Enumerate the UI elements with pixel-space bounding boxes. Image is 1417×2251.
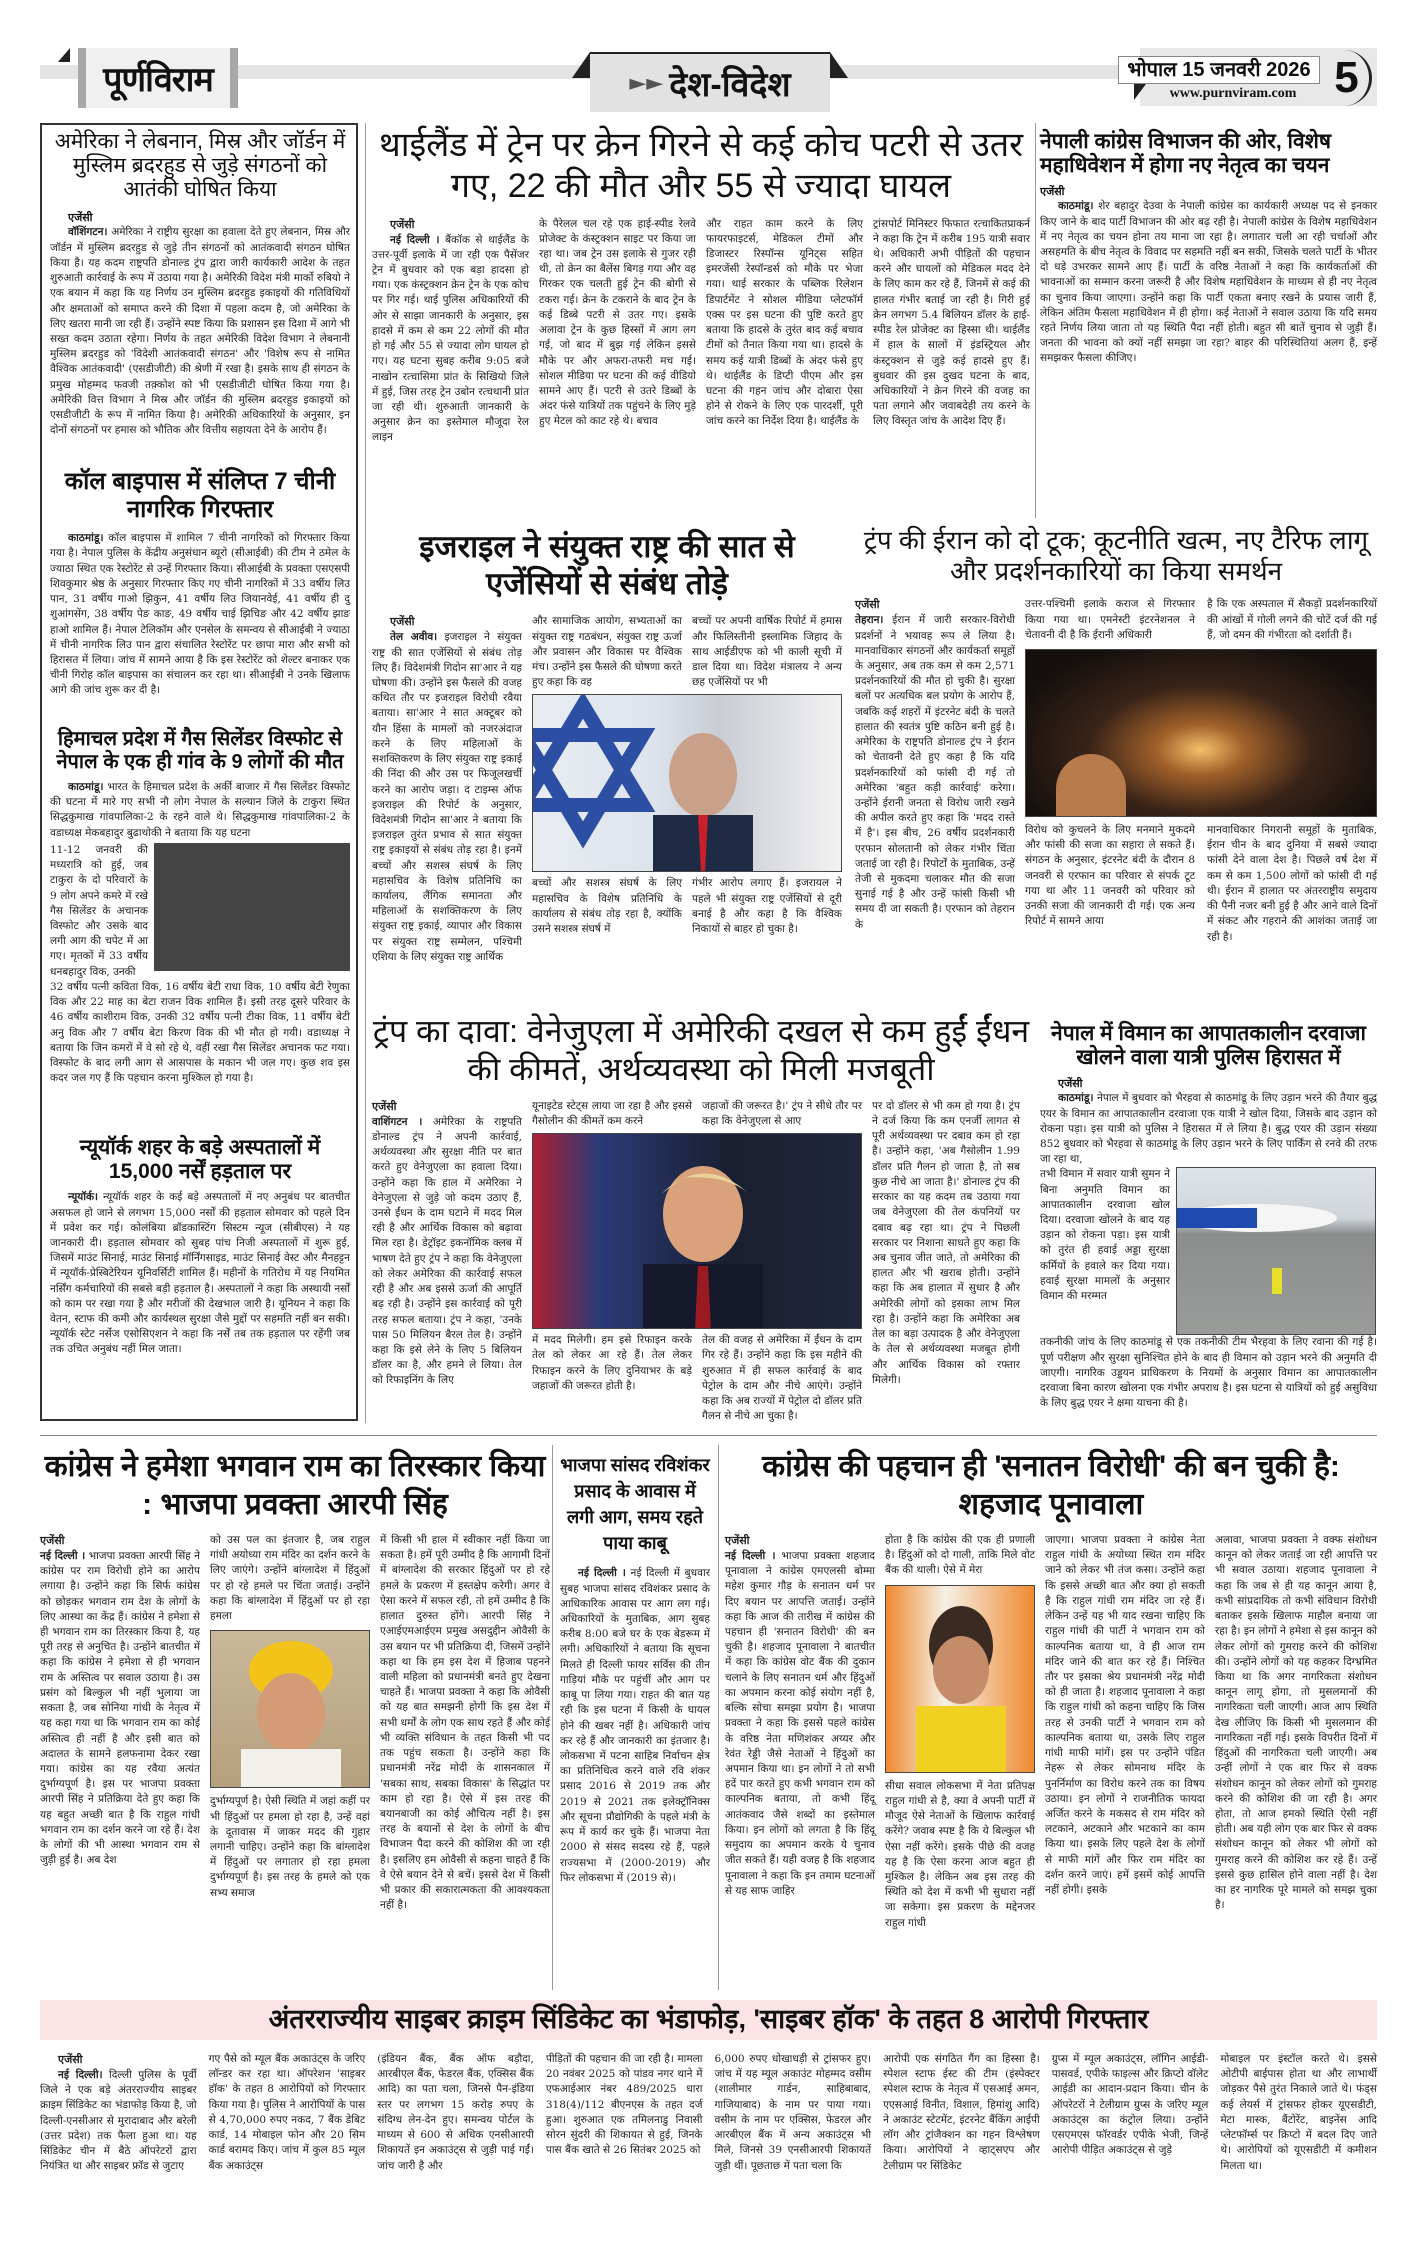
byline: एजेंसी (855, 598, 880, 612)
byline: एजेंसी (40, 1534, 65, 1547)
article-under-img-left: बच्चों और सशस्त्र संघर्ष के लिए महासचिव के विशेष प्रतिनिधि के कार्यालय से संबंध तोड़ रहा है, क्योंकि उसने सशस्त्र संघर्ष में (532, 877, 682, 936)
article-ravishankar-fire (560, 1452, 710, 1886)
section-tab (590, 52, 830, 112)
headline: ट्रंप की ईरान को दो टूक; कूटनीति खत्म, नए टैरिफ लागू और प्रदर्शनकारियों का किया समर्थन (863, 525, 1369, 587)
article-under-img-left: में मदद मिलेगी। हम इसे रिफाइन करके तेल को लेकर आ रहे हैं। तेल लेकर रिफाइन करने के लिए दुनियाभर के बड़े जहाजों की जरूरत होती है। (532, 1334, 692, 1392)
headline: ट्रंप का दावा: वेनेजुएला में अमेरिकी दखल से कम हुईं ईंधन की कीमतें, अर्थव्यवस्था को मिली मजबूती (372, 1013, 1030, 1088)
victims-photo-collage (154, 843, 350, 971)
article-under-img-right: गंभीर आरोप लगाए हैं। इजरायल ने पहले भी संयुक्त राष्ट्र एजेंसियों से दूरी बनाई है और कहा है कि वैश्विक निकायों से बाहर हो चुका है। (692, 877, 842, 936)
byline: एजेंसी (725, 1534, 750, 1547)
article-col-2: और सामाजिक आयोग, सभ्यताओं का संयुक्त राष्ट्र गठबंधन, संयुक्त राष्ट्र ऊर्जा और प्रवासन और विकास पर वैश्विक मंच। उन्होंने इस फैसले की घोषणा करते हुए कहा कि वह (532, 615, 682, 689)
section-tab-corner-left (572, 52, 590, 78)
article-col-6: आरोपी एक संगठित गैंग का हिस्सा है। स्पेशल स्टाफ ईस्ट की टीम (इंस्पेक्टर स्पेशल स्टाफ के नेतृत्व में एसआई अमन, एएसआई विनीत, विशाल, हिमांशु आदि) ने अकाउंट स्टेटमेंट, इंटरनेट बैंकिंग आईपी लॉग और ट्रांजैक्शन का गहन विश्लेषण किया। आरोपियों ने व्हाट्सएप और टेलीग्राम पर सिंडिकेट (883, 2053, 1040, 2172)
article-body-bottom: तकनीकी जांच के लिए काठमांडू से एक तकनीकी टीम भैरहवा के लिए रवाना की गई है। पूर्ण परीक्षण और सुरक्षा सुनिश्चित होने के बाद ही विमान को उड़ान भरने की अनुमति दी जाएगी। नागरिक उड्डयन प्राधिकरण के नियमों के अनुसार विमान का आपातकालीन दरवाजा बिना कारण खोलना एक गंभीर अपराध है। इस घटना से यात्रियों को हुई असुविधा के लिए बुद्ध एयर ने क्षमा याचना की है। (1040, 1336, 1377, 1410)
portrait-silhouette (211, 1631, 370, 1788)
dateline: नई दिल्ली । (725, 1549, 776, 1562)
headline: नेपाल में विमान का आपातकालीन दरवाजा खोलने वाला यात्री पुलिस हिरासत में (1051, 1022, 1366, 1070)
dateline: वाशिंगटन । (372, 1115, 423, 1128)
article-body: काठमांडू। नेपाल में बुधवार को भैरहवा से काठमांडू के लिए उड़ान भरने की तैयार बुद्ध एयर के विमान का आपातकालीन दरवाजा एक यात्री ने खोल दिया, जिसके बाद उड़ान को रोकना पड़ा। इस यात्री को पुलिस ने हिरासत में ले लिया है। बुद्ध एयर की उड़ान संख्या 852 बुधवार को भैरहवा से काठमांडू के लिए उड़ान भरने के लिए पार्किंग से रनवे की तरफ जा रहा था, (1040, 1092, 1377, 1166)
byline: एजेंसी (1040, 185, 1065, 199)
article-col-8: मोबाइल पर इंस्टॉल करते थे। इससे ओटीपी बाईपास होता था और लाभार्थी जोड़कर पैसे तुरंत निकाले जाते थे। फंड्स कई लेयर्स में ट्रांसफर होकर यूएसडीटी, मेटा मास्क, बैंटोरेंट, बाइनेंस आदि प्लेटफॉर्म्स पर क्रिप्टो में बदल दिए जाते थे। आरोपियों को यूएसडीटी में कमीशन मिलता था। (1220, 2053, 1377, 2172)
article-col-1: एजेंसी नई दिल्ली। दिल्ली पुलिस के पूर्वी जिले ने एक बड़े अंतरराज्यीय साइबर क्राइम सिंडिकेट का भंडाफोड़ किया है, जो दिल्ली-एनसीआर से मुरादाबाद और बरेली (उत्तर प्रदेश) तक फैला हुआ था। यह सिंडिकेट चीन में बैठे ऑपरेटरों द्वारा नियंत्रित था और साइबर फ्रॉड से जुटाए (40, 2053, 197, 2173)
article-body-side: 11-12 जनवरी की मध्यरात्रि को हुई, जब टाकुरा के दो परिवारों के 9 लोग अपने कमरे में रखे गैस सिलेंडर के अचानक विस्फोट और उसके बाद लगी आग की चपेट में आ गए। मृतकों में 33 वर्षीय धनबहादुर विक, उनकी (50, 843, 148, 978)
article-col-7: ग्रुप्स में म्यूल अकाउंट्स, लॉगिन आईडी-पासवर्ड, एपीके फाइल्स और क्रिप्टो वॉलेट आईडी का आदान-प्रदान किया। चीन के ऑपरेटरों ने टेलीग्राम ग्रुप्स के जरिए म्यूल अकाउंट्स का कंट्रोल लिया। उन्होंने एसएमएस फॉरवर्डर एपीके भेजी, जिन्हें आरोपी पीड़ित अकाउंट्स से जुड़े (1051, 2053, 1209, 2157)
headline: न्यूयॉर्क शहर के बड़े अस्पतालों में 15,000 नर्सें हड़ताल पर (79, 1136, 321, 1184)
star-of-david-icon (533, 695, 842, 872)
headline: थाईलैंड में ट्रेन पर क्रेन गिरने से कई कोच पटरी से उतर गए, 22 की मौत और 55 से ज्यादा घायल (379, 126, 1023, 205)
section-title: देश-विदेश (669, 66, 791, 104)
headline: कॉल बाइपास में संलिप्त 7 चीनी नागरिक गिरफ्तार (64, 468, 336, 523)
article-body: काठमांडू। कॉल बाइपास में शामिल 7 चीनी नागरिकों को गिरफ्तार किया गया है। नेपाल पुलिस के केंद्रीय अनुसंधान ब्यूरो (सीआईबी) की टीम ने ठमेल के ज्याठा स्थित एक रेस्टोरेंट से उन्हें गिरफ्तार किया। सीआईबी के प्रवक्ता एसएसपी शिवकुमार श्रेष्ठ के अनुसार गिरफ्तार किए गए चीनी नागरिकों में 33 वर्षीय लिउ पान, 31 वर्षीय गाओ झिकुन, 41 वर्षीय लिउ जियानवेई, 41 वर्षीय ही दु शुआंगसेंग, 38 वर्षीय पेङ काङ, 49 वर्षीय चाई झिचिङ और 42 वर्षीय झाङ हाओ शामिल हैं। नेपाल टेलिकॉम और एनसेल के समन्वय से सीआईबी ने ज्याठा में चीनी नागरिक लिउ पान द्वारा संचालित रेस्टोरेंट पर छापा मारा और सभी को हिरासत में लिया। जांच में सामने आया है कि इस रेस्टोरेंट को शेल्टर बनाकर एक चीनी गिरोह कॉल बाइपास का संचालन कर रहा था। सीआईबी ने उनके खिलाफ आगे की जांच शुरू कर दी है। (50, 532, 350, 697)
trump-silhouette (533, 1134, 862, 1329)
headline: अमेरिका ने लेबनान, मिस्र और जॉर्डन में मुस्लिम ब्रदरहुड से जुड़े संगठनों को आतंकी घोषित किया (54, 130, 346, 202)
headline: अंतरराज्यीय साइबर क्राइम सिंडिकेट का भंडाफोड़, 'साइबर हॉक' के तहत 8 आरोपी गिरफ्तार (268, 2004, 1149, 2035)
inset-portrait (1056, 754, 1126, 816)
article-col-4: पर दो डॉलर से भी कम हो गया है। ट्रंप ने दर्ज किया कि कम एनर्जी लागत से पूरी अर्थव्यवस्था पर दबाव कम हो रहा है। उन्होंने कहा, 'अब गैसोलीन 1.99 डॉलर प्रति गैलन हो जाता है, तो सब कुछ नीचे आ जाता है।' डोनाल्ड ट्रंप की सरकार का यह कदम तब उठाया गया जब वेनेजुएला की तेल कंपनियों पर दबाव बढ़ रहा था। ट्रंप ने पिछली सरकार पर निशाना साधते हुए कहा कि अब चुनाव जीत जाते, तो अमेरिका की हालत और भी खराब होती। उन्होंने कहा कि अब हालात में सुधार है और अमेरिकी लोगों को इसका लाभ मिल रहा है। उन्होंने कहा कि अमेरिका अब तेल का बड़ा उत्पादक है और वेनेजुएला के तेल से अर्थव्यवस्था मजबूत होगी और आर्थिक विकास को रफ्तार मिलेगी। (872, 1099, 1020, 1386)
dateline: तेहरान। (855, 614, 884, 627)
article-col-4: ट्रांसपोर्ट मिनिस्टर फिफात रत्चाकितप्राकर्न ने कहा कि ट्रेन में करीब 195 यात्री सवार थे। अधिकारी अभी पीड़ितों की पहचान करने और घायलों को मेडिकल मदद देने के लिए काम कर रहे हैं, जिनमें से कई की हालत गंभीर बताई जा रही है। गिरी हुई क्रेन लगभग 5.4 बिलियन डॉलर के हाई-स्पीड रेल प्रोजेक्ट का हिस्सा थी। थाईलैंड में हाल के सालों में इंडस्ट्रियल और कंस्ट्रक्शन से जुड़े कई हादसे हुए हैं। बुधवार की इस दुखद घटना के बाद, अधिकारियों ने क्रेन गिरने की वजह का पता लगाने और जवाबदेही तय करने के लिए विस्तृत जांच के आदेश दिए हैं। (873, 217, 1030, 428)
article-col-1: एजेंसी वाशिंगटन । अमेरिका के राष्ट्रपति डोनाल्ड ट्रंप ने अपनी कार्रवाई, अर्थव्यवस्था और सुरक्षा नीति पर बात करते हुए वेनेजुएला का हवाला दिया। उन्होंने कहा कि हाल में अमेरिका ने वेनेजुएला से जुड़े जो कदम उठाए हैं, उनसे ईंधन के दाम घटाने में मदद मिल रही है और आर्थिक विकास को बढ़ावा मिल रहा है। डेट्रॉइट इकनॉमिक क्लब में भाषण देते हुए ट्रंप ने कहा कि वेनेजुएला को लेकर अमेरिका की कार्रवाई सफल रही है और अब इससे ऊर्जा की आपूर्ति बढ़ रही है। उन्होंने इस कार्रवाई को पूरी तरह सफल बताया। ट्रंप ने कहा, 'उनके पास 50 मिलियन बैरल तेल है। उन्होंने कहा कि इसे लेने के लिए 5 बिलियन डॉलर का है, और हमने ले लिया। तेल को रिफाइनिंग के लिए (372, 1099, 522, 1387)
byline: एजेंसी (68, 211, 93, 225)
byline: एजेंसी (372, 1099, 397, 1113)
article-col-2: के पैरेलल चल रहे एक हाई-स्पीड रेलवे प्रोजेक्ट के कंस्ट्रक्शन साइट पर किया जा रहा था। जब ट्रेन उस इलाके से गुजर रही थी, तो क्रेन का बैलेंस बिगड़ गया और वह गिरकर एक चलती हुई ट्रेन की बोगी से टकरा गई। क्रेन के टकराने के बाद ट्रेन के कई डिब्बे पटरी से उतर गए। इसके अलावा ट्रेन के कुछ हिस्सों में आग लग गई, जो बाद में बुझ गई लेकिन इससे मौके पर और अफरा-तफरी मच गई। सोशल मीडिया पर घटना की कई वीडियो सामने आए हैं। पटरी से उतरे डिब्बों के अंदर फंसे यात्रियों तक पहुंचने के लिए मुड़े हुए मेटल को काट रहे थे। बचाव (539, 217, 696, 428)
airplane-icon (1177, 1168, 1376, 1335)
nepal-plane-photo (1176, 1167, 1376, 1335)
column-divider (365, 123, 366, 1423)
byline: एजेंसी (58, 2053, 83, 2066)
headline: कांग्रेस की पहचान ही 'सनातन विरोधी' की बन चुकी है: शहजाद पूनावाला (762, 1450, 1340, 1521)
headline: इजराइल ने संयुक्त राष्ट्र की सात से एजेंसियों से संबंध तोड़े (419, 529, 795, 602)
portrait-silhouette (886, 1586, 1035, 1773)
article-col-3: जहाजों की जरूरत है।' ट्रंप ने सीधे तौर पर कहा कि वेनेजुएला से आए (702, 1099, 862, 1127)
section-divider (40, 1435, 1377, 1436)
article-col-2-bottom: विरोध को कुचलने के लिए मनमाने मुकदमे और फांसी की सजा का सहारा ले सकते हैं। संगठन के अनुसार, इंटरनेट बंदी के दौरान 8 जनवरी से एरफान का परिवार से संपर्क टूट गया था और 11 जनवरी को परिवार को उनकी सजा की जानकारी दी गई। एक अन्य रिपोर्ट में सामने आया (1025, 824, 1195, 928)
article-cyber-hawk-header (40, 2000, 1377, 2040)
rp-singh-photo (210, 1630, 370, 1788)
article-trump-venezuela (372, 1012, 1030, 1425)
website-link[interactable]: www.purnviram.com (1169, 86, 1297, 101)
headline: हिमाचल प्रदेश में गैस सिलेंडर विस्फोट से नेपाल के एक ही गांव के 9 लोगों की मौत (56, 728, 344, 773)
article-col-2-top: उत्तर-पश्चिमी इलाके कराज से गिरफ्तार किया गया था। एमनेस्टी इंटरनेशनल ने चेतावनी दी है कि ईरानी अधिकारी (1025, 598, 1195, 641)
dateline: काठमांडू। (1058, 200, 1094, 213)
article-body: काठमांडू। भारत के हिमाचल प्रदेश के अर्की बाजार में गैस सिलेंडर विस्फोट की घटना में मारे गए सभी नौ लोग नेपाल के सल्यान जिले के टाकुरा स्थित सिद्धकुमाख गांवपालिका-2 के रहने वाले थे। सिद्धकुमाख गांवपालिका-2 के वडाध्यक्ष मेकबहादुर बुढाथोकी ने बताया कि यह घटना (50, 781, 350, 839)
iran-protest-photo (1025, 649, 1377, 817)
dateline: काठमांडू। (68, 781, 104, 793)
article-col-3: और राहत काम करने के लिए फायरफाइटर्स, मेडिकल टीमों और डिजास्टर रिस्पॉन्स यूनिट्स सहित इमरजेंसी रेस्पॉन्डर्स को मौके पर भेजा गया। थाई सरकार के पब्लिक रिलेशन डिपार्टमेंट ने सोशल मीडिया प्लेटफॉर्म एक्स पर इस घटना की पुष्टि करते हुए बताया कि हादसे के तुरंत बाद कई बचाव टीमों को तैनात किया गया था। हादसे के समय कई यात्री डिब्बों के अंदर फंसे हुए थे। थाईलैंड के डिप्टी पीएम और इस घटना की गहन जांच और दोबारा ऐसा होने से रोकने के लिए एक पारदर्शी, पूरी जांच करने का निर्देश दिया है। थाईलैंड के (706, 217, 863, 428)
dateline: नई दिल्ली । (40, 1549, 86, 1562)
byline: एजेंसी (390, 217, 415, 231)
article-col-2: गए पैसे को म्यूल बैंक अकाउंट्स के जरिए लॉन्डर कर रहा था। ऑपरेशन 'साइबर हॉक' के तहत 8 आरोपियों को गिरफ्तार किया गया है। पुलिस ने आरोपियों के पास से 4,70,000 रुपए नकद, 7 बैंक डेबिट कार्ड, 14 मोबाइल फोन और 20 सिम कार्ड बरामद किए। जांच में कुल 85 म्यूल बैंक अकाउंट्स (208, 2053, 366, 2172)
column-divider (1035, 123, 1036, 518)
article-col-4: पीड़ितों की पहचान की जा रही है। मामला 20 नवंबर 2025 को पांडव नगर थाने में एफआईआर नंबर 489/2025 धारा 318(4)/112 बीएनएस के तहत दर्ज हुआ। शुरुआत एक तमिलनाडु निवासी सोरन सुंदरी की शिकायत से हुई, जिनके पास बैंक खाते से 26 सितंबर 2025 को (545, 2053, 703, 2157)
byline: एजेंसी (390, 615, 415, 629)
byline: एजेंसी (1058, 1077, 1083, 1091)
article-col-3: बच्चों पर अपनी वार्षिक रिपोर्ट में हमास और फिलिस्तीनी इस्लामिक जिहाद के साथ आईडीएफ को भी काली सूची में डाल दिया था। विदेश मंत्रालय ने अन्य छह एजेंसियों पर भी (692, 615, 842, 689)
article-under-img-right: तेल की वजह से अमेरिका में ईंधन के दाम गिर रहे हैं। उन्होंने कहा कि इस महीने की शुरुआत में ही सफल कार्रवाई के बाद पेट्रोल के दाम और नीचे आएंगे। उन्होंने कहा कि अब राज्यों में पेट्रोल दो डॉलर प्रति गैलन से नीचे आ चुका है। (702, 1334, 862, 1423)
article-body: वॉशिंगटन। अमेरिका ने राष्ट्रीय सुरक्षा का हवाला देते हुए लेबनान, मिस्र और जॉर्डन में मुस्लिम ब्रदरहुड से जुड़े तीन संगठनों को आतंकवादी संगठन घोषित किया है। यह कदम राष्ट्रपति डोनाल्ड ट्रंप द्वारा जारी कार्यकारी आदेश के तहत शुरुआती कार्रवाई के रूप में उठाया गया है। अमेरिकी विदेश मंत्री मार्को रुबियो ने एक बयान में कहा कि यह निर्णय उन मुस्लिम ब्रदरहुड इकाइयों की गतिविधियों और क्षमताओं को समाप्त करने की दिशा में पहला कदम है, जो अमेरिका के लिए खतरा मानी जा रही हैं। उन्होंने स्पष्ट किया कि प्रशासन इस दिशा में आगे भी सख्त कदम उठाता रहेगा। निर्णय के तहत अमेरिकी विदेश विभाग ने लेबनानी मुस्लिम ब्रदरहुड को 'विदेशी आतंकवादी संगठन' और 'विशेष रूप से नामित वैश्विक आतंकवादी' (एसडीजीटी) की श्रेणी में रखा है। इसके साथ ही संगठन के प्रमुख मोहम्मद फवजी तक़्कोश को भी एसडीजीटी घोषित किया गया है। अमेरिकी वित्त विभाग ने मिस्र और जॉर्डन की मुस्लिम ब्रदरहुड इकाइयों को एसडीजीटी के रूप में नामित किया है। अमेरिकी अधिकारियों के अनुसार, इन दोनों संगठनों पर हमास को भौतिक और वित्तीय सहायता देने के आरोप हैं। (50, 226, 350, 437)
article-body: नई दिल्ली । नई दिल्ली में बुधवार सुबह भाजपा सांसद रविशंकर प्रसाद के आधिकारिक आवास पर आग लग गई। अधिकारियों के मुताबिक, आग सुबह करीब 8:00 बजे घर के एक बेडरूम में लगी। अधिकारियों ने बताया कि सूचना मिलते ही दिल्ली फायर सर्विस की तीन गाड़ियां मौके पर पहुंचीं और आग पर काबू पा लिया गया। राहत की बात यह रही कि इस घटना में किसी के घायल होने की खबर नहीं है। अधिकारी जांच कर रहे हैं और जानकारी का इंतजार है। लोकसभा में पटना साहिब निर्वाचन क्षेत्र का प्रतिनिधित्व करने वाले रवि शंकर प्रसाद 2016 से 2019 तक और 2019 से 2021 तक इलेक्ट्रॉनिक्स और सूचना प्रौद्योगिकी के पहले मंत्री के रूप में कार्य कर चुके हैं। भाजपा नेता 2000 से संसद सदस्य रहे हैं, पहले राज्यसभा में (2000-2019) और फिर लोकसभा में (2019 से)। (560, 1567, 710, 1884)
article-col-3: में किसी भी हाल में स्वीकार नहीं किया जा सकता है। हमें पूरी उम्मीद है कि आगामी दिनों में बांग्लादेश की सरकार हिंदुओं पर हो रहे हमले के प्रकरण में हस्तक्षेप करेगी। अगर वे ऐसा करने में सफल रही, तो हमें उम्मीद है कि हालात दुरुस्त होंगे। आरपी सिंह ने एआईएमआईएम प्रमुख असदुद्दीन ओवैसी के उस बयान पर भी प्रतिक्रिया दी, जिसमें उन्होंने कहा था कि हम इस देश में हिजाब पहनने वाली महिला को प्रधानमंत्री बनते हुए देखना चाहते हैं। भाजपा प्रवक्ता ने कहा कि ओवैसी को यह बात समझनी होगी कि इस देश में सभी धर्मों के लोग एक साथ रहते हैं और कोई भी व्यक्ति संविधान के तहत किसी भी पद तक पहुंच सकता है। उन्होंने कहा कि प्रधानमंत्री नरेंद्र मोदी के शासनकाल में 'सबका साथ, सबका विकास' के सिद्धांत पर काम हो रहा है। ऐसे में इस तरह की बयानबाजी का कोई औचित्य नहीं है। इस तरह के बयानों से देश के लोगों के बीच विभाजन पैदा करने की कोशिश की जा रही है। इसलिए हम ओवैसी से कहना चाहते हैं कि वे ऐसे बयान देने से बचें। इससे देश में किसी भी प्रकार की सकारात्मकता की आवश्यकता नहीं है। (380, 1534, 551, 1912)
article-shehzad-poonawalla (725, 1448, 1377, 1931)
logo-corner-decoration (58, 48, 70, 62)
article-thailand-train (372, 125, 1030, 446)
article-nepal-congress (1040, 130, 1377, 367)
article-body: न्यूयॉर्क। न्यूयॉर्क शहर के कई बड़े अस्पतालों में नए अनुबंध पर बातचीत असफल हो जाने से लगभग 15,000 नर्सों की हड़ताल सोमवार को पहले दिन में प्रवेश कर गई। कोलंबिया ब्रॉडकास्टिंग सिस्टम न्यूज (सीबीएस) ने यह जानकारी दी। हड़ताल सोमवार को सुबह पांच निजी अस्पतालों में शुरू हुई, जिसमें माउंट सिनाई, माउंट सिनाई मॉर्निंगसाइड, माउंट सिनाई वेस्ट और मैनहट्टन में न्यूयॉर्क-प्रेस्बिटेरियन यूनिवर्सिटी शामिल हैं। महीनों के गतिरोध में यह नियमित नर्सिंग कर्मचारियों की सबसे बड़ी हड़ताल है। अस्पतालों ने कहा कि अस्थायी नर्सों को काम पर रखा गया है और मरीजों की देखभाल जारी है। यूनियन ने कहा कि वेतन, स्टाफ की कमी और कार्यस्थल सुरक्षा जैसे मुद्दों पर सहमति नहीं बन सकी। न्यूयॉर्क स्टेट नर्सेज एसोसिएशन ने कहा कि नर्सें तब तक हड़ताल पर रहेंगी जब तक उचित अनुबंध नहीं मिल जाता। (50, 1191, 350, 1356)
headline: नेपाली कांग्रेस विभाजन की ओर, विशेष महाधिवेशन में होगा नए नेतृत्व का चयन (1040, 130, 1332, 178)
article-call-bypass (50, 468, 350, 699)
article-col-1: एजेंसी नई दिल्ली । भाजपा प्रवक्ता शहजाद पूनावाला ने कांग्रेस एमएलसी बोम्मा महेश कुमार गौड़ के सनातन धर्म पर दिए बयान पर आपत्ति जताई। उन्होंने कहा कि आज की तारीख में कांग्रेस की पहचान ही 'सनातन विरोधी' की बन चुकी है। शहजाद पूनावाला ने बातचीत में कहा कि कांग्रेस वोट बैंक की दुकान चलाने के लिए सनातन धर्म और हिंदुओं का अपमान करना कोई संयोग नहीं है, बल्कि सोचा समझा प्रयोग है। भाजपा प्रवक्ता ने कहा कि इससे पहले कांग्रेस के वरिष्ठ नेता मणिशंकर अय्यर और रेवंत रेड्डी जैसे नेताओं ने हिंदुओं का अपमान किया था। इन लोगों ने तो सभी हदें पार करते हुए कभी भगवान राम को काल्पनिक बताया, तो कभी हिंदू आतंकवाद जैसे शब्दों का इस्तेमाल किया। इन लोगों को लगता है कि हिंदू समुदाय का अपमान करके ये चुनाव जीत सकते हैं। यही वजह है कि शहजाद पूनावाला ने कहा कि इन तमाम घटनाओं से यह साफ जाहिर (725, 1534, 875, 1897)
shehzad-poonawalla-photo (885, 1585, 1035, 1773)
dateline: नई दिल्ली । (390, 233, 440, 246)
dateline: भोपाल 15 जनवरी 2026 (1118, 56, 1320, 84)
headline: कांग्रेस ने हमेशा भगवान राम का तिरस्कार किया : भाजपा प्रवक्ता आरपी सिंह (44, 1450, 546, 1521)
dateline-corner-decoration (1134, 84, 1146, 100)
article-col-4: अलावा, भाजपा प्रवक्ता ने वक्फ संशोधन कानून को लेकर जताई जा रही आपत्ति पर भी सवाल उठाया। शहजाद पूनावाला ने कहा कि जब से ही यह कानून आया है, कभी सांप्रदायिक तो कभी संविधान विरोधी बताकर इसके खिलाफ माहौल बनाया जा रहा है। इन लोगों ने हमेशा से इस कानून को लेकर लोगों को गुमराह करने की कोशिश की। उन्होंने लोगों को यह कहकर दिग्भ्रमित किया था कि अगर नागरिकता संशोधन कानून लागू होगा, तो मुसलमानों की नागरिकता चली जाएगी। आज आप स्थिति देख लीजिए कि किसी भी मुसलमान की नागरिकता नहीं गई। इसके विपरीत दिनों में हिंदुओं की नागरिकता चली जाएगी। अब उन्हीं लोगों ने एक बार फिर से वक्फ संशोधन कानून को लेकर लोगों को गुमराह करने की कोशिश की जा रही है। अगर होता, तो आज हमको स्थिति ऐसी नहीं होती। अब यही लोग एक बार फिर से वक्फ संशोधन कानून को लेकर भी लोगों को गुमराह करने की कोशिश कर रहे हैं। उन्हें इससे कुछ हासिल होने वाला नहीं है। देश का हर नागरिक पूरे मामले को समझ चुका है। (1215, 1534, 1377, 1912)
dateline: काठमांडू। (68, 532, 104, 545)
article-col-1: एजेंसी नई दिल्ली । भाजपा प्रवक्ता आरपी सिंह ने कांग्रेस पर राम विरोधी होने का आरोप लगाया है। उन्होंने कहा कि सिर्फ कांग्रेस को छोड़कर भगवान राम देश के लोगों के लिए आस्था का केंद्र हैं। कांग्रेस ने हमेशा से ही भगवान राम का तिरस्कार किया है, यह पूरी तरह से अनुचित है। उन्होंने बातचीत में कहा कि कांग्रेस ने हमेशा से ही भगवान राम के अस्तित्व पर सवाल उठाया है। उस प्रसंग को बिल्कुल भी नहीं भुलाया जा सकता है, जब सोनिया गांधी के नेतृत्व में यह कहा गया था कि भगवान राम का कोई अस्तित्व ही नहीं है और इसी बात को अदालत के सामने हलफनामा देकर रखा गया। कांग्रेस का यह रवैया अत्यंत दुर्भाग्यपूर्ण है। इस पर भाजपा प्रवक्ता आरपी सिंह ने प्रतिक्रिया देते हुए कहा कि यह बहुत अच्छी बात है कि राहुल गांधी भगवान राम का दर्शन करने जा रहे हैं। देश के लोगों की भी आस्था भगवान राम से जुड़ी हुई है। अब देश (40, 1534, 200, 1867)
headline: भाजपा सांसद रविशंकर प्रसाद के आवास में लगी आग, समय रहते पाया काबू (560, 1455, 710, 1554)
column-divider (718, 1445, 719, 1990)
page-number: 5 (1324, 50, 1372, 106)
article-nepal-plane (1040, 1022, 1377, 1411)
article-body: काठमांडू। शेर बहादुर देउवा के नेपाली कांग्रेस का कार्यकारी अध्यक्ष पद से इनकार किए जाने के बाद पार्टी विभाजन की ओर बढ़ रही है। नेपाली कांग्रेस के विशेष महाधिवेशन में नए नेतृत्व का चयन होना तय माना जा रहा है। लगातार चली आ रही चर्चाओं और असहमति के बीच नेतृत्व के विवाद पर सहमति नहीं बन सकी, जिसके चलते पार्टी के भीतर दो धड़े उभरकर सामने आए हैं। पार्टी के वरिष्ठ नेताओं ने कहा कि कार्यकर्ताओं की भावनाओं का सम्मान करना जरूरी है और विशेष महाधिवेशन के माध्यम से ही नए नेतृत्व का चुनाव किया जाएगा। उन्होंने कहा कि पार्टी एकता बनाए रखने के प्रयास जारी हैं, लेकिन अंतिम फैसला महाधिवेशन में ही होगा। कई नेताओं ने सवाल उठाया कि यदि समय रहते निर्णय लिया जाता तो यह स्थिति पैदा नहीं होती। बहुत सी बातें चुनाव से जुड़ी हैं। जनता की भावना को क्यों नहीं समझा जा रहा? बाहर की परिस्थितियां अलग हैं, इन्हें समझकर फैसला कीजिए। (1040, 200, 1378, 365)
article-col-1: एजेंसी नई दिल्ली । बैंकॉक से थाईलैंड के उत्तर-पूर्वी इलाके में जा रही एक पैसेंजर ट्रेन में बुधवार को एक बड़ा हादसा हो गया। एक कंस्ट्रक्शन क्रेन ट्रेन के एक कोच पर गिर गई। थाई पुलिस अधिकारियों की ओर से साझा जानकारी के अनुसार, इस हादसे में कम से कम 22 लोगों की मौत हो गई और 55 से ज्यादा लोग घायल हो गए। यह घटना सुबह करीब 9:05 बजे नाखोन रत्चासिमा प्रांत के सिखियो जिले में हुई, जिस तरह ट्रेन उबोन रत्चथानी प्रांत जा रही थी। शुरुआती जानकारी के अनुसार क्रेन का इस्तेमाल मौजूदा रेल लाइन (372, 217, 529, 444)
article-col-1: एजेंसी तेहरान। ईरान में जारी सरकार-विरोधी प्रदर्शनों ने भयावह रूप ले लिया है। मानवाधिकार संगठनों और कार्यकर्ता समूहों के अनुसार, अब तक कम से कम 2,571 प्रदर्शनकारियों की मौत हो चुकी है। सुरक्षा बलों पर अत्यधिक बल प्रयोग के आरोप हैं, जबकि कई शहरों में इंटरनेट बंदी के चलते हालात की स्वतंत्र पुष्टि कठिन बनी हुई है। अमेरिका के राष्ट्रपति डोनाल्ड ट्रंप ने ईरान को चेतावनी देते हुए कहा है कि यदि प्रदर्शनकारियों को फांसी दी गई तो अमेरिका 'बहुत कड़ी कार्रवाई' करेगा। उन्होंने ईरानी जनता से विरोध जारी रखने की अपील करते हुए कहा कि 'मदद रास्ते में है'। इस बीच, 26 वर्षीय प्रदर्शनकारी एरफान सोलतानी को लेकर गंभीर चिंता जताई जा रही है। रिपोर्टों के मुताबिक, उन्हें तेजी से मुकदमा चलाकर मौत की सजा सुनाई गई है और उन्हें फांसी किसी भी समय दी जा सकती है। एरफान को तेहरान के (855, 598, 1015, 931)
article-col-3-bottom: मानवाधिकार निगरानी समूहों के मुताबिक, ईरान चीन के बाद दुनिया में सबसे ज्यादा फांसी देने वाला देश है। पिछले वर्ष देश में कम से कम 1,500 लोगों को फांसी दी गई थी। ईरान में हालात पर अंतरराष्ट्रीय समुदाय की पैनी नजर बनी हुई है और आने वाले दिनों में संकट और गहराने की आशंका जताई जा रही है। (1207, 824, 1377, 943)
dateline: तेल अवीव। (390, 631, 438, 644)
article-col-3-top: है कि एक अस्पताल में सैकड़ों प्रदर्शनकारियों की आंखों में गोली लगने की चोटें दर्ज की गई हैं, जो दमन की गंभीरता को दर्शाती हैं। (1207, 598, 1377, 641)
trump-photo (532, 1133, 862, 1329)
dateline: नई दिल्ली। (58, 2068, 103, 2081)
article-body-side: तभी विमान में सवार यात्री सुमन ने बिना अनुमति विमान का आपातकालीन दरवाजा खोल दिया। दरवाजा खोलने के बाद यह उड़ान को रोकना पड़ा। इस यात्री को तुरंत ही हवाई अड्डा सुरक्षा कर्मियों के हवाले कर दिया गया। हवाई सुरक्षा मामलों के अनुसार विमान की मरम्मत (1040, 1168, 1170, 1303)
article-col-3: जाएगा। भाजपा प्रवक्ता ने कांग्रेस नेता राहुल गांधी के अयोध्या स्थित राम मंदिर जाने को लेकर भी तंज कसा। उन्होंने कहा कि इससे अच्छी बात और क्या हो सकती है कि राहुल गांधी राम मंदिर जा रहे हैं। लेकिन उन्हें यह भी याद रखना चाहिए कि राहुल गांधी की पार्टी ने भगवान राम को काल्पनिक बताया था, वे ही आज राम मंदिर जाने की बात कर रहे हैं। निश्चित तौर पर इसका श्रेय प्रधानमंत्री नरेंद्र मोदी को ही जाता है। शहजाद पूनावाला ने कहा कि राहुल गांधी को कहना चाहिए कि जिस तरह से उनकी पार्टी ने भगवान राम को काल्पनिक बताया था, उसके लिए राहुल गांधी माफी मांगें। इस पर उन्होंने पंडित नेहरू से लेकर सोमनाथ मंदिर के पुनर्निर्माण का विरोध करने तक का विषय उठाया। इन लोगों ने राजनीतिक फायदा अर्जित करने के मकसद से राम मंदिर को लटकाने, अटकाने और भटकाने का काम किया था। इसके लिए पहले देश के लोगों से माफी मांगें और फिर राम मंदिर का दर्शन करने जाएं। हमें इसमें कोई आपत्ति नहीं होगी। इसके (1045, 1534, 1205, 1897)
article-col-2-bottom: दुर्भाग्यपूर्ण है। ऐसी स्थिति में जहां कहीं पर भी हिंदुओं पर हमला हो रहा है, उन्हें वहां के दूतावास में जाकर मदद की गुहार लगानी चाहिए। उन्होंने कहा कि बांग्लादेश में हिंदुओं पर लगातार हो रहा हमला दुर्भाग्यपूर्ण है। इस तरह के हमले को एक सभ्य समाज (210, 1795, 370, 1899)
article-col-2: यूनाइटेड स्टेट्स लाया जा रहा है और इससे गैसोलीन की कीमतें कम करने (532, 1099, 692, 1127)
dateline: काठमांडू। (1058, 1092, 1094, 1105)
article-israel-un (372, 528, 842, 965)
article-col-3: (इंडियन बैंक, बैंक ऑफ बड़ौदा, आरबीएल बैंक, फेडरल बैंक, एक्सिस बैंक आदि) का पता चला, जिनसे पैन-इंडिया स्तर पर लगभग 15 करोड़ रुपए के संदिग्ध लेन-देन हुए। समन्वय पोर्टल के माध्यम से 600 से अधिक एनसीआरपी शिकायतें इन अकाउंट्स से जुड़ी पाई गईं। जांच जारी है और (377, 2053, 534, 2172)
article-us-brotherhood (50, 130, 350, 438)
dateline: नई दिल्ली । (578, 1567, 626, 1580)
dateline: वॉशिंगटन। (68, 226, 108, 239)
article-body-bottom: 32 वर्षीय पत्नी कविता विक, 16 वर्षीय बेटी राधा विक, 10 वर्षीय बेटी रेणुका विक और 22 माह का बेटा राजन विक शामिल हैं। इसी तरह दूसरे परिवार के 46 वर्षीय काशीराम विक, उनकी 32 वर्षीय पत्नी टीका विक, 11 वर्षीय बेटी अनु विक और 7 वर्षीय बेटा किरण विक की भी मौत हो गयी। वडाध्यक्ष ने बताया कि जिन कमरों में वे सो रहे थे, वहीं रखा गैस सिलेंडर अचानक फट गया। विस्फोट के बाद लगी आग से आसपास के मकान भी जल गए। कुछ शव इस कदर जल गए हैं कि पहचान करना मुश्किल हो गया है। (50, 980, 350, 1085)
article-col-2-top: को उस पल का इंतजार है, जब राहुल गांधी अयोध्या राम मंदिर का दर्शन करने के लिए जाएंगे। उन्होंने बांग्लादेश में हिंदुओं पर हो रहे हमले पर चिंता जताई। उन्होंने कहा कि बांग्लादेश में हिंदुओं पर हो रहा हमला (210, 1534, 370, 1623)
article-cyber-hawk (40, 2052, 1377, 2174)
article-col-2-bottom: सीधा सवाल लोकसभा में नेता प्रतिपक्ष राहुल गांधी से है, क्या वे अपनी पार्टी में मौजूद ऐसे नेताओं के खिलाफ कार्रवाई करेंगे? जवाब स्पष्ट है कि ये बिल्कुल भी ऐसा नहीं करेंगे। इसके पीछे की वजह यह है कि ऐसा करना आज बहुत ही मुश्किल है। लेकिन अब इस तरह की स्थिति को देश में कभी भी सुधारा नहीं जा सकेगा। इस प्रकरण के मद्देनजर राहुल गांधी (885, 1779, 1035, 1929)
column-divider (552, 1445, 553, 1990)
article-col-2-top: होता है कि कांग्रेस की एक ही प्रणाली है। हिंदुओं को दो गाली, ताकि मिले वोट बैंक की थाली। ऐसे में मेरा (885, 1534, 1035, 1577)
israel-minister-photo (532, 694, 842, 872)
double-arrow-icon: ►► (629, 70, 664, 96)
logo-text: पूर्णविराम (103, 61, 213, 99)
article-col-5: 6,000 रुपए धोखाधड़ी से ट्रांसफर हुए। जांच में यह म्यूल अकाउंट मोहम्मद वसीम (शालीमार गार्डन, साहिबाबाद, गाजियाबाद) के नाम पर पाया गया। वसीम के नाम पर एक्सिस, फेडरल और आरबीएल बैंक में अन्य अकाउंट्स भी मिले, जिनसे 39 एनसीआरपी शिकायतें जुड़ी थीं। पूछताछ में पता चला कि (714, 2053, 872, 2172)
article-trump-iran (855, 525, 1377, 945)
article-congress-ram (40, 1448, 550, 1913)
article-col-1: एजेंसी तेल अवीव। इजराइल ने संयुक्त राष्ट्र की सात एजेंसियों से संबंध तोड़ लिए हैं। विदेशमंत्री गिदोन सा'आर ने यह घोषणा की। उन्होंने इस फैसले की वजह कथित तौर पर इजराइल विरोधी रवैया बताया। सा'आर ने सात अक्टूबर को यौन हिंसा के मामलों को नजरअंदाज करने के लिए महिलाओं के सशक्तिकरण के लिए संयुक्त राष्ट्र इकाई की निंदा की और उस पर फिजूलखर्ची करने का आरोप जड़ा। द टाइम्स ऑफ इजराइल की रिपोर्ट के अनुसार, विदेशमंत्री गिदोन सा'आर ने बताया कि इजराइल तुरंत प्रभाव से सात संयुक्त राष्ट्र इकाइयों से संबंध तोड़ रहा है। इनमें बच्चों और सशस्त्र संघर्ष के लिए महासचिव के विशेष प्रतिनिधि का कार्यालय, लैंगिक समानता और महिलाओं के सशक्तिकरण के लिए संयुक्त राष्ट्र इकाई, व्यापार और विकास पर संयुक्त राष्ट्र सम्मेलन, पश्चिमी एशिया के लिए संयुक्त राष्ट्र आर्थिक (372, 615, 522, 963)
article-himachal-gas (50, 728, 350, 1086)
section-tab-corner-right (830, 52, 848, 78)
newspaper-logo[interactable] (78, 48, 238, 108)
dateline: न्यूयॉर्क। (68, 1191, 99, 1204)
article-ny-nurses (50, 1136, 350, 1358)
